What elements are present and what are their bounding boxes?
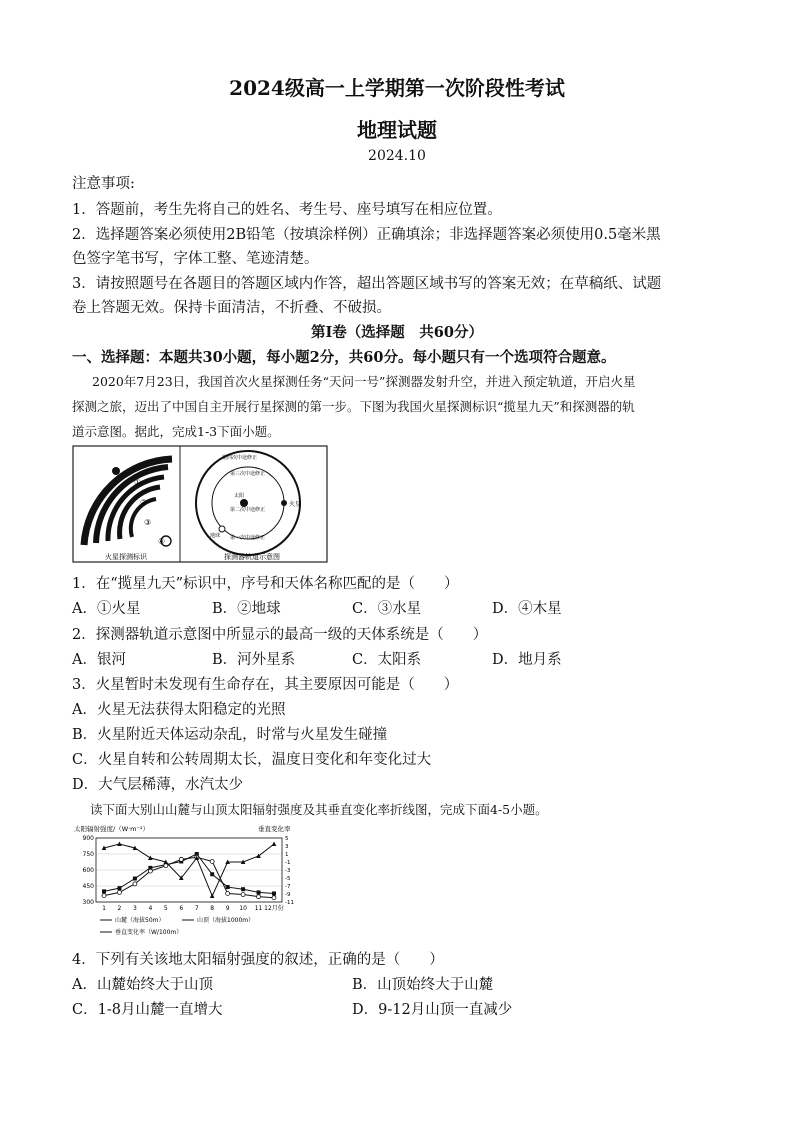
exam-date: 2024.10 — [368, 148, 426, 164]
question-2-option-d: D．地月系 — [492, 652, 562, 668]
passage-1-line-3: 道示意图。据此，完成1-3下面小题。 — [72, 424, 280, 439]
chart-ytick-label: 450 — [82, 883, 94, 890]
chart-xtick-label: 1 — [102, 905, 106, 912]
question-4-option-b: B．山顶始终大于山麓 — [352, 977, 494, 993]
chart-point — [117, 842, 122, 847]
logo-caption: 火星探测标识 — [105, 553, 147, 561]
chart-point — [148, 856, 153, 861]
star-icon — [112, 467, 120, 475]
question-4-option-c: C．1-8月山麓一直增大 — [72, 1002, 223, 1018]
chart-point — [164, 864, 168, 868]
chart-point — [226, 885, 230, 889]
chart-xtick-label: 5 — [163, 905, 168, 912]
chart-xtick-label: 11 — [254, 905, 263, 912]
chart-xtick-label: 2 — [117, 905, 122, 912]
chart-ytick-label: 750 — [82, 851, 94, 858]
chart-point — [226, 891, 230, 895]
passage-2-line-1: 读下面大别山山麓与山顶太阳辐射强度及其垂直变化率折线图，完成下面4-5小题。 — [90, 802, 548, 817]
passage-1-line-2: 探测之旅，迈出了中国自主开展行星探测的第一步。下图为我国火星探测标识“揽星九天”和探测器的轨 — [72, 399, 635, 414]
chart-y2tick-label: 1 — [285, 852, 289, 858]
question-1-option-d: D．④木星 — [492, 601, 562, 617]
chart-xtick-label: 3 — [132, 905, 137, 912]
chart-xtick-label: 8 — [210, 905, 215, 912]
logo-number-1: ① — [134, 478, 142, 487]
orbit-caption: 探测器轨道示意图 — [224, 553, 280, 561]
section-instruction: 一、选择题：本题共30小题，每小题2分，共60分。每小题只有一个选项符合题意。 — [72, 349, 616, 366]
question-2-stem: 2．探测器轨道示意图中所显示的最高一级的天体系统是（ ） — [72, 627, 488, 643]
chart-point — [210, 859, 214, 863]
logo-number-3: ③ — [144, 518, 152, 527]
exam-title: 2024级高一上学期第一次阶段性考试 — [229, 76, 565, 100]
chart-xtick-label: 4 — [148, 905, 153, 912]
orbit-label-3: 第三次中途修正 — [230, 471, 266, 477]
mars-icon — [281, 500, 287, 506]
question-1-option-a: A．①火星 — [72, 601, 141, 617]
sun-label: 太阳 — [234, 493, 245, 499]
chart-y2tick-label: 5 — [285, 836, 289, 842]
mars-label: 火星 — [289, 501, 302, 508]
chart-legend-label: 山麓（海拔50m） — [115, 917, 165, 924]
chart-point — [133, 882, 137, 886]
chart-ytick-label: 300 — [82, 899, 94, 906]
question-4-option-a: A．山麓始终大于山顶 — [72, 977, 213, 993]
notice-item-3-line-1: 3．请按照题号在各题目的答题区域内作答，超出答题区域书写的答案无效；在草稿纸、试题 — [72, 276, 662, 292]
passage-1-line-1: 2020年7月23日，我国首次火星探测任务“天问一号”探测器发射升空，并进入预定轨道，开启火星 — [92, 374, 636, 389]
volume-heading: 第Ⅰ卷（选择题 共60分） — [311, 324, 483, 341]
chart-xtick-label: 9 — [225, 905, 230, 912]
chart-point — [241, 893, 245, 897]
chart-ylabel: 太阳辐射强度/（W·m⁻²） — [74, 825, 150, 833]
chart-point — [179, 857, 183, 861]
chart-point — [148, 869, 152, 873]
chart-point — [257, 895, 261, 899]
chart-point — [257, 890, 261, 894]
question-2-option-b: B．河外星系 — [212, 652, 296, 668]
question-4-stem: 4．下列有关该地太阳辐射强度的叙述，正确的是（ ） — [72, 952, 444, 968]
chart-point — [102, 889, 106, 893]
question-3-option-c: C．火星自转和公转周期太长，温度日变化和年变化过大 — [72, 752, 432, 768]
chart-legend-label: 山顶（海拔1000m） — [197, 917, 255, 924]
chart-y2label: 垂直变化率 — [258, 825, 291, 833]
question-3-option-b: B．火星附近天体运动杂乱，时常与火星发生碰撞 — [72, 727, 388, 743]
orbit-label-2: 第二次中途修正 — [230, 507, 266, 513]
notice-item-3-line-2: 卷上答题无效。保持卡面清洁，不折叠、不破损。 — [72, 300, 391, 316]
notice-heading: 注意事项: — [72, 176, 135, 192]
chart-point — [117, 886, 121, 890]
orbit-label-4: 第四次中途修正 — [222, 455, 258, 461]
chart-y2tick-label: -5 — [285, 876, 291, 882]
chart-ytick-label: 600 — [82, 867, 94, 874]
chart-series-line — [104, 857, 274, 898]
chart-xtick-label: 7 — [194, 905, 199, 912]
question-1-option-c: C．③水星 — [352, 601, 422, 617]
chart-xtick-label: 6 — [179, 905, 184, 912]
chart-point — [241, 887, 245, 891]
notice-item-1: 1．答题前，考生先将自己的姓名、考生号、座号填写在相应位置。 — [72, 202, 502, 218]
chart-xtick-label: 12月份 — [264, 905, 284, 912]
logo-number-4: ④ — [158, 537, 166, 546]
chart-point — [210, 872, 214, 876]
chart-point — [272, 896, 276, 900]
chart-y2tick-label: -11 — [285, 900, 294, 906]
chart-point — [272, 891, 276, 895]
chart-point — [117, 890, 121, 894]
chart-point — [133, 877, 137, 881]
chart-point — [210, 894, 215, 899]
question-3-option-d: D．大气层稀薄，水汽太少 — [72, 777, 244, 793]
question-4-option-d: D．9-12月山顶一直减少 — [352, 1002, 513, 1018]
question-2-option-a: A．银河 — [72, 652, 126, 668]
question-1-stem: 1．在“揽星九天”标识中，序号和天体名称匹配的是（ ） — [72, 576, 459, 592]
chart-xtick-label: 10 — [239, 905, 247, 912]
subject-title: 地理试题 — [357, 118, 437, 142]
orbit-label-1: 第一次中途修正 — [230, 535, 266, 541]
notice-item-2-line-2: 色签字笔书写，字体工整、笔迹清楚。 — [72, 251, 319, 267]
chart-point — [272, 842, 277, 847]
question-1-option-b: B．②地球 — [212, 601, 281, 617]
chart-y2tick-label: -1 — [285, 860, 291, 866]
radiation-line-chart — [72, 822, 304, 940]
chart-legend-label: 垂直变化率（W/100m） — [115, 929, 183, 936]
chart-y2tick-label: -3 — [285, 868, 291, 874]
question-2-option-c: C．太阳系 — [352, 652, 422, 668]
sun-icon — [240, 499, 248, 507]
question-3-option-a: A．火星无法获得太阳稳定的光照 — [72, 702, 286, 718]
mars-probe-figure — [72, 445, 328, 563]
chart-y2tick-label: -7 — [285, 884, 291, 890]
chart-ytick-label: 900 — [82, 835, 94, 842]
question-3-stem: 3．火星暂时未发现有生命存在，其主要原因可能是（ ） — [72, 677, 459, 693]
chart-y2tick-label: 3 — [285, 844, 289, 850]
earth-label: 地球 — [210, 533, 221, 539]
earth-icon — [219, 526, 225, 532]
notice-item-2-line-1: 2．选择题答案必须使用2B铅笔（按填涂样例）正确填涂；非选择题答案必须使用0.5毫米黑 — [72, 227, 661, 243]
chart-y2tick-label: -9 — [285, 892, 291, 898]
logo-number-2: ② — [140, 498, 148, 507]
chart-point — [102, 894, 106, 898]
